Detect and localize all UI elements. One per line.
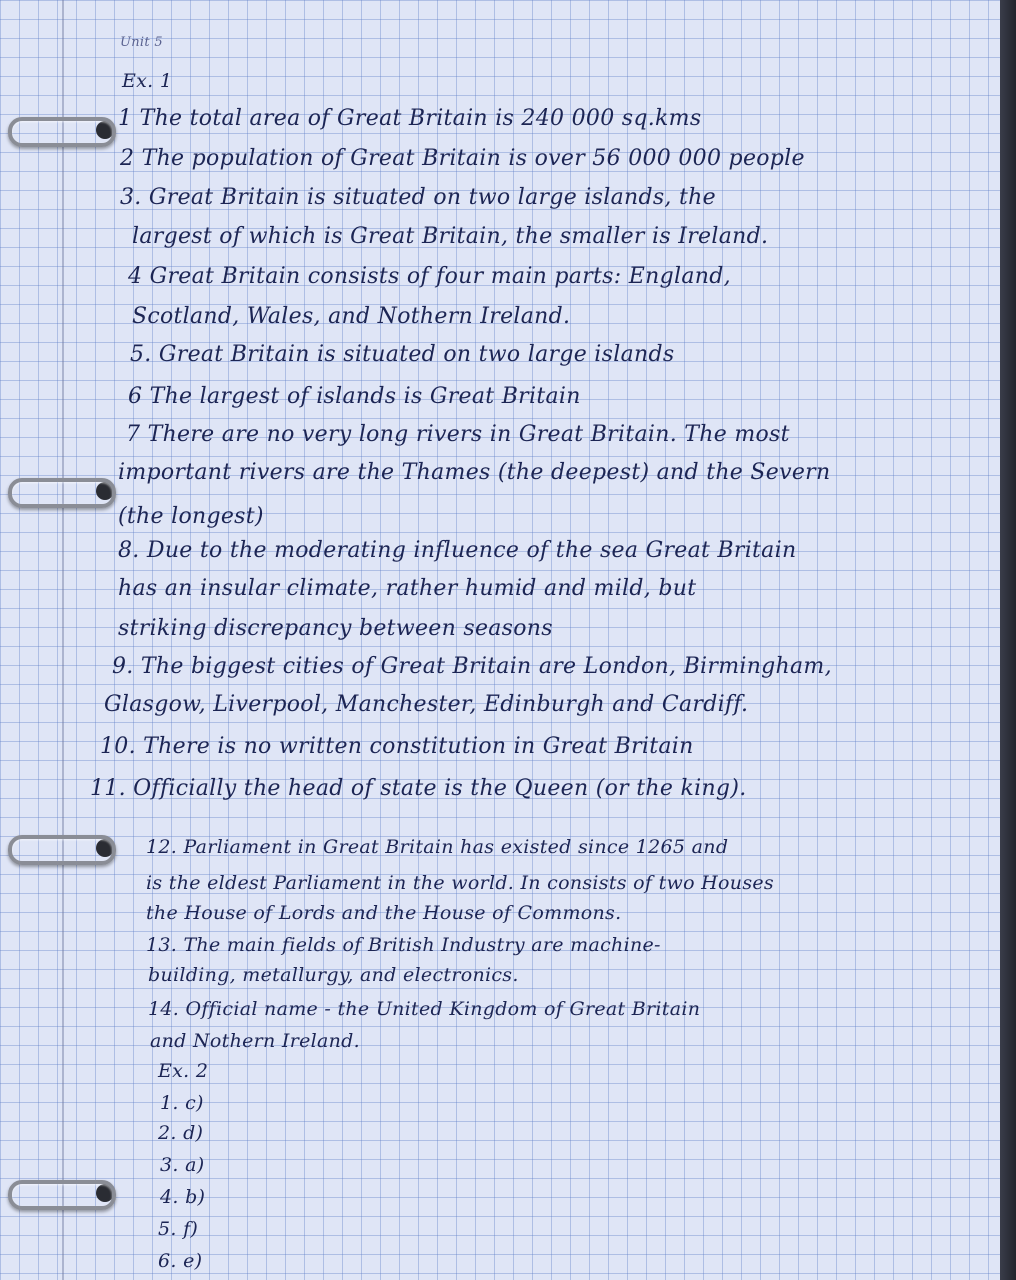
- ex1-line: 1 The total area of Great Britain is 240 000 sq.kms: [118, 106, 702, 131]
- ex2-answer: 5. f): [158, 1218, 199, 1240]
- ex1-line: 14. Official name - the United Kingdom of Great Britain: [148, 998, 701, 1020]
- ex1-line: 7 There are no very long rivers in Great Britain. The most: [126, 422, 790, 447]
- ex2-answer: 1. c): [160, 1092, 204, 1114]
- ex1-line: 4 Great Britain consists of four main parts: England,: [128, 264, 731, 289]
- exercise-2-heading: Ex. 2: [158, 1060, 209, 1082]
- ex1-line: and Nothern Ireland.: [150, 1030, 360, 1052]
- ex1-line: important rivers are the Thames (the deepest) and the Severn: [118, 460, 831, 485]
- ex1-line: largest of which is Great Britain, the smaller is Ireland.: [132, 224, 769, 249]
- ex1-line: 13. The main fields of British Industry are machine-: [146, 934, 661, 956]
- ex1-line: has an insular climate, rather humid and mild, but: [118, 576, 697, 601]
- ex1-line: (the longest): [118, 504, 264, 529]
- ex1-line: 5. Great Britain is situated on two large islands: [130, 342, 675, 367]
- unit-heading: Unit 5: [120, 35, 163, 50]
- ex1-line: 9. The biggest cities of Great Britain are London, Birmingham,: [112, 654, 832, 679]
- ex2-answer: 4. b): [160, 1186, 206, 1208]
- ex1-line: Scotland, Wales, and Nothern Ireland.: [132, 304, 571, 329]
- ex1-line: 12. Parliament in Great Britain has existed since 1265 and: [146, 836, 729, 858]
- ex2-answer: 6. e): [158, 1250, 203, 1272]
- ex2-answer: 2. d): [158, 1122, 204, 1144]
- ex1-line: building, metallurgy, and electronics.: [148, 964, 519, 986]
- binder-ring: [8, 117, 116, 147]
- ex2-answer: 3. a): [160, 1154, 205, 1176]
- ex1-line: 10. There is no written constitution in Great Britain: [100, 734, 694, 759]
- page-edge-shadow: [1000, 0, 1016, 1280]
- ex1-line: 3. Great Britain is situated on two large islands, the: [120, 185, 716, 210]
- ex1-line: striking discrepancy between seasons: [118, 616, 553, 641]
- ex1-line: the House of Lords and the House of Commons.: [146, 902, 622, 924]
- exercise-1-heading: Ex. 1: [122, 70, 173, 92]
- binder-ring: [8, 1180, 116, 1210]
- margin-line: [62, 0, 64, 1280]
- ex1-line: 2 The population of Great Britain is over 56 000 000 people: [120, 146, 805, 171]
- ex1-line: 8. Due to the moderating influence of the sea Great Britain: [118, 538, 797, 563]
- ex1-line: is the eldest Parliament in the world. In consists of two Houses: [146, 872, 774, 894]
- binder-ring: [8, 478, 116, 508]
- ex1-line: 6 The largest of islands is Great Britain: [128, 384, 581, 409]
- ex1-line: Glasgow, Liverpool, Manchester, Edinburgh and Cardiff.: [104, 692, 749, 717]
- ex1-line: 11. Officially the head of state is the Queen (or the king).: [90, 776, 747, 801]
- binder-ring: [8, 835, 116, 865]
